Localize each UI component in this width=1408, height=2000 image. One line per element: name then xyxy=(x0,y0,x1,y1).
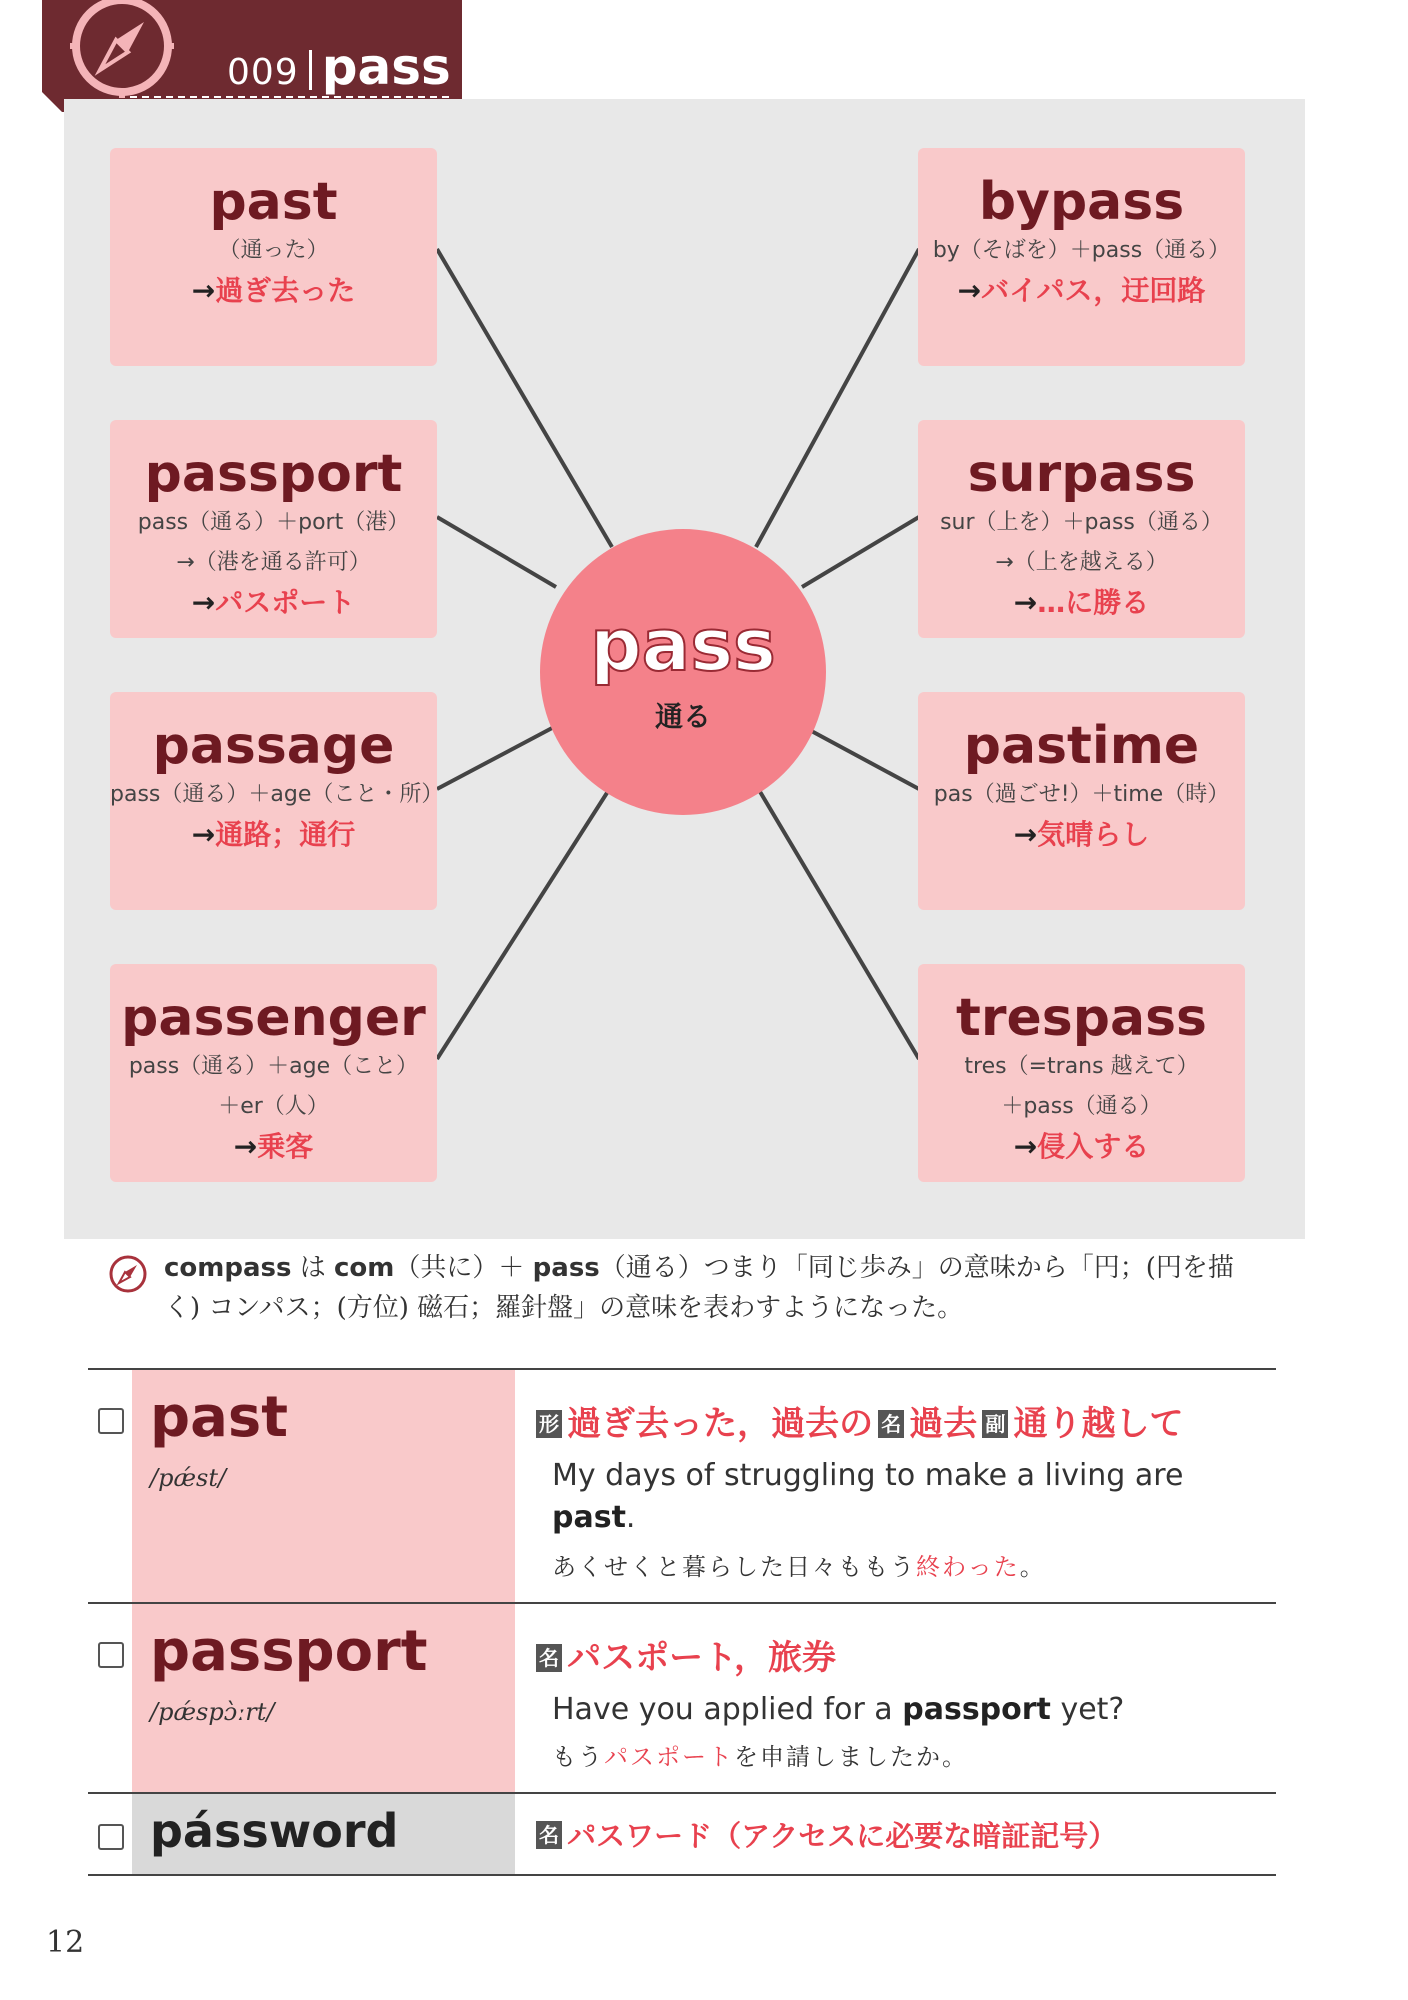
definition: パスワード（アクセスに必要な暗証記号） xyxy=(567,1819,1118,1853)
word-card-passport xyxy=(110,420,437,638)
word-card-bypass xyxy=(918,148,1245,366)
card-word: pastime xyxy=(963,716,1200,776)
center-root-circle xyxy=(540,529,826,815)
study-checkbox[interactable] xyxy=(98,1642,124,1668)
card-word: passport xyxy=(144,444,403,504)
arrow-glyph: → xyxy=(191,274,216,308)
definition: 過去 xyxy=(909,1404,978,1444)
card-etymology: tres（=trans 越えて） xyxy=(964,1054,1199,1080)
entry-word-cell xyxy=(132,1794,515,1874)
arrow-glyph: → xyxy=(1013,818,1038,852)
definition: パスポート，旅券 xyxy=(567,1638,837,1678)
card-word: past xyxy=(209,172,338,232)
card-etymology: by（そばを）＋pass（通る） xyxy=(932,238,1231,264)
example-sentence: My days of struggling to make a living are past. xyxy=(552,1458,1184,1535)
entry-word: pássword xyxy=(150,1804,399,1858)
chapter-word: pass xyxy=(321,38,451,96)
card-etymology-2: →（上を越える） xyxy=(995,550,1168,576)
card-word: trespass xyxy=(956,988,1207,1048)
vocab-entry-passport xyxy=(88,1602,1276,1794)
entry-word: passport xyxy=(150,1619,428,1684)
card-word: passenger xyxy=(121,988,426,1048)
card-meaning: →通路；通行 xyxy=(191,818,356,852)
card-meaning: →…に勝る xyxy=(1013,586,1150,620)
note-text: compass は com（共に）＋ pass（通る）つまり「同じ歩み」の意味から「円；(円を描く) コンパス；(方位) 磁石；羅針盤」の意味を表わすようになった。 xyxy=(164,1253,1234,1323)
arrow-glyph: → xyxy=(191,818,216,852)
root-word: pass xyxy=(590,603,776,687)
example-translation: あくせくと暮らした日々ももう終わった。 xyxy=(552,1553,1046,1581)
word-map-diagram xyxy=(64,99,1305,1239)
entry-definitions xyxy=(536,1814,1270,1855)
definition: 通り越して xyxy=(1013,1404,1184,1444)
card-etymology: pas（過ごせ!）＋time（時） xyxy=(933,782,1230,808)
card-meaning: →パスポート xyxy=(191,586,356,620)
word-card-passage xyxy=(110,692,444,910)
card-word: passage xyxy=(152,716,395,776)
compass-icon xyxy=(108,1254,148,1294)
arrow-glyph: → xyxy=(957,274,982,308)
card-etymology: （通った） xyxy=(218,238,329,264)
card-meaning: →過ぎ去った xyxy=(191,274,356,308)
entry-definitions xyxy=(536,1396,1270,1445)
chapter-header xyxy=(42,0,462,112)
pos-badge: 名 xyxy=(536,1644,562,1672)
etymology-note xyxy=(108,1248,1258,1328)
card-meaning: →侵入する xyxy=(1013,1130,1150,1164)
entry-word-cell xyxy=(132,1604,515,1794)
word-card-trespass xyxy=(918,964,1245,1182)
example-sentence: Have you applied for a passport yet? xyxy=(552,1692,1125,1727)
pos-badge: 名 xyxy=(536,1821,562,1849)
vocab-entry-past xyxy=(88,1368,1276,1604)
chapter-number: 009 xyxy=(227,52,299,93)
arrow-glyph: → xyxy=(191,586,216,620)
entry-definition-cell xyxy=(530,1370,1270,1582)
root-meaning: 通る xyxy=(654,700,711,733)
arrow-glyph: → xyxy=(1013,1130,1038,1164)
card-etymology-2: ＋er（人） xyxy=(218,1094,329,1120)
card-etymology-2: →（港を通る許可） xyxy=(176,550,371,576)
entry-definition-cell xyxy=(530,1794,1270,1855)
pos-badge: 名 xyxy=(878,1410,904,1438)
entry-word-cell xyxy=(132,1370,515,1604)
card-word: surpass xyxy=(967,444,1196,504)
compass-icon xyxy=(62,0,182,104)
card-meaning: →乗客 xyxy=(233,1130,314,1164)
word-card-passenger xyxy=(110,964,437,1182)
page-number: 12 xyxy=(46,1925,85,1960)
pos-badge: 形 xyxy=(536,1410,562,1438)
example-translation: もうパスポートを申請しましたか。 xyxy=(552,1743,968,1771)
entry-word: past xyxy=(150,1385,288,1450)
word-card-past xyxy=(110,148,437,366)
card-meaning: →バイパス，迂回路 xyxy=(957,274,1206,308)
definition: 過ぎ去った，過去の xyxy=(567,1404,874,1444)
word-card-surpass xyxy=(918,420,1245,638)
word-card-pastime xyxy=(918,692,1245,910)
entry-pronunciation: /pǽspɔ̀ːrt/ xyxy=(150,1698,275,1726)
header-divider xyxy=(309,50,312,90)
arrow-glyph: → xyxy=(1013,586,1038,620)
card-etymology: pass（通る）＋age（こと） xyxy=(128,1054,419,1080)
arrow-glyph: → xyxy=(233,1130,258,1164)
vocab-entry-password xyxy=(88,1792,1276,1876)
card-word: bypass xyxy=(978,172,1185,232)
study-checkbox[interactable] xyxy=(98,1824,124,1850)
pos-badge: 副 xyxy=(982,1410,1008,1438)
entry-definition-cell xyxy=(530,1604,1270,1772)
entry-pronunciation: /pǽst/ xyxy=(150,1464,227,1492)
card-etymology: pass（通る）＋age（こと・所） xyxy=(110,782,444,808)
card-meaning: →気晴らし xyxy=(1013,818,1150,852)
card-etymology-2: ＋pass（通る） xyxy=(1001,1094,1162,1120)
card-etymology: pass（通る）＋port（港） xyxy=(137,510,410,536)
study-checkbox[interactable] xyxy=(98,1408,124,1434)
entry-definitions xyxy=(536,1630,1270,1679)
card-etymology: sur（上を）＋pass（通る） xyxy=(940,510,1223,536)
